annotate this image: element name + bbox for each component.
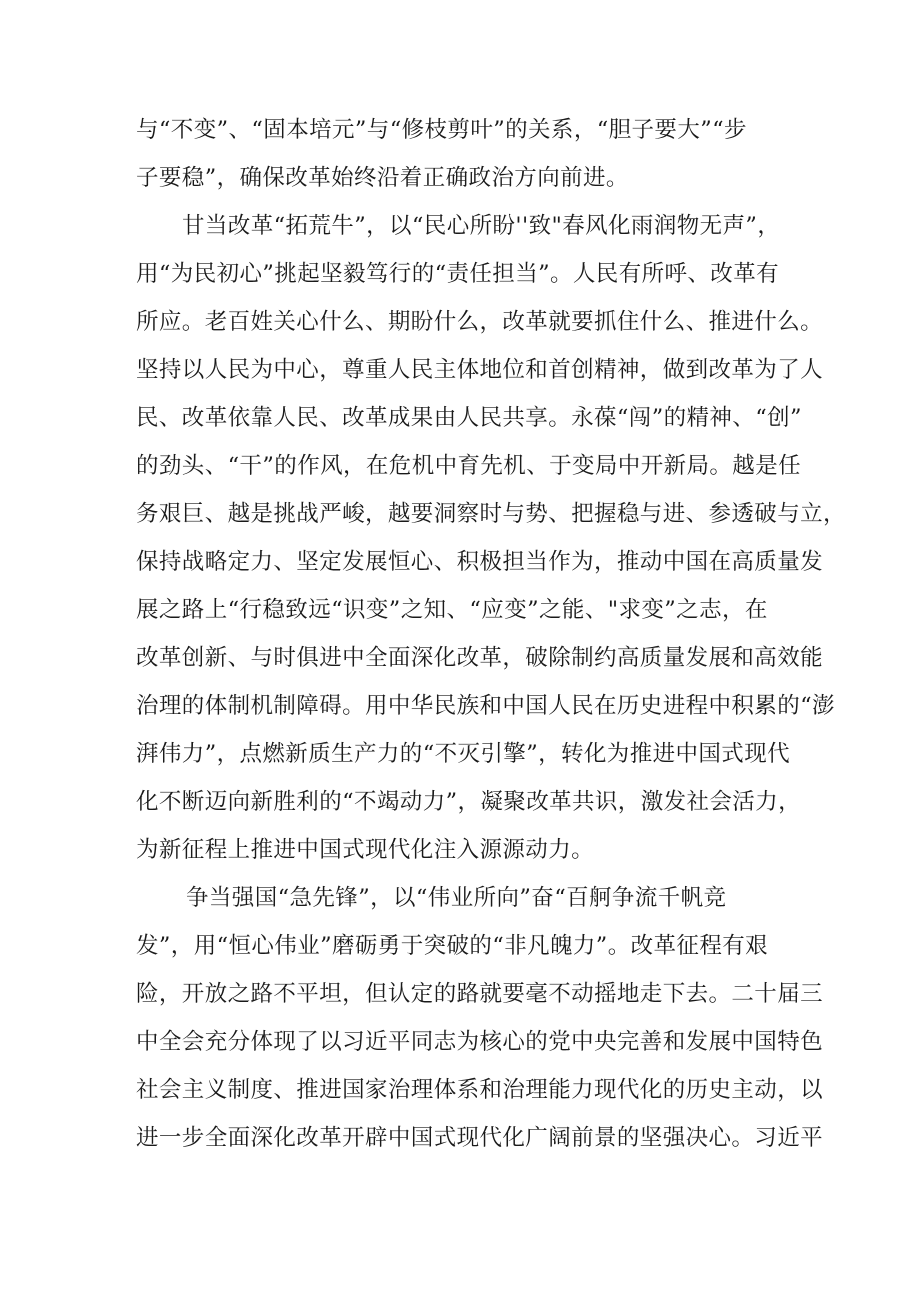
text-line: 改革创新、与时俱进中全面深化改革，破除制约高质量发展和高效能 (136, 645, 824, 671)
paragraph-first-line: 争当强国“急先锋”，以“伟业所向”奋“百舸争流千帆竞 (186, 885, 727, 911)
text-line: 所应。老百姓关心什么、期盼什么，改革就要抓住什么、推进什么。 (136, 309, 824, 335)
text-line: 与“不变”、“固本培元”与“修枝剪叶”的关系，“胆子要大”“步 (136, 117, 747, 143)
text-line: 的劲头、“干”的作风，在危机中育先机、于变局中开新局。越是任 (136, 453, 802, 479)
text-line: 湃伟力”，点燃新质生产力的“不灭引擎”，转化为推进中国式现代 (136, 741, 791, 767)
text-line: 为新征程上推进中国式现代化注入源源动力。 (136, 837, 595, 863)
text-line: 务艰巨、越是挑战严峻，越要洞察时与势、把握稳与进、参透破与立， (136, 501, 846, 527)
text-line: 进一步全面深化改革开辟中国式现代化广阔前景的坚强决心。习近平 (136, 1125, 824, 1151)
text-line: 用“为民初心”挑起坚毅笃行的“责任担当”。人民有所呼、改革有 (136, 261, 780, 287)
text-line: 化不断迈向新胜利的“不竭动力”，凝聚改革共识，激发社会活力， (136, 789, 802, 815)
text-line: 社会主义制度、推进国家治理体系和治理能力现代化的历史主动，以 (136, 1077, 824, 1103)
text-line: 险，开放之路不平坦，但认定的路就要毫不动摇地走下去。二十届三 (136, 981, 824, 1007)
text-line: 发”，用“恒心伟业”磨砺勇于突破的“非凡魄力”。改革征程有艰 (136, 933, 769, 959)
text-line: 保持战略定力、坚定发展恒心、积极担当作为，推动中国在高质量发 (136, 549, 824, 575)
paragraph-first-line: 甘当改革“拓荒牛”，以“民心所盼''致"春风化雨润物无声”， (182, 213, 781, 239)
text-line: 治理的体制机制障碍。用中华民族和中国人民在历史进程中积累的“澎 (136, 693, 835, 719)
text-line: 中全会充分体现了以习近平同志为核心的党中央完善和发展中国特色 (136, 1029, 824, 1055)
text-line: 展之路上“行稳致远“识变”之知、“应变”之能、"求变”之志，在 (136, 597, 768, 623)
text-line: 子要稳”，确保改革始终沿着正确政治方向前进。 (136, 165, 629, 191)
text-line: 民、改革依靠人民、改革成果由人民共享。永葆“闯”的精神、“创” (136, 405, 802, 431)
text-line: 坚持以人民为中心，尊重人民主体地位和首创精神，做到改革为了人 (136, 357, 824, 383)
